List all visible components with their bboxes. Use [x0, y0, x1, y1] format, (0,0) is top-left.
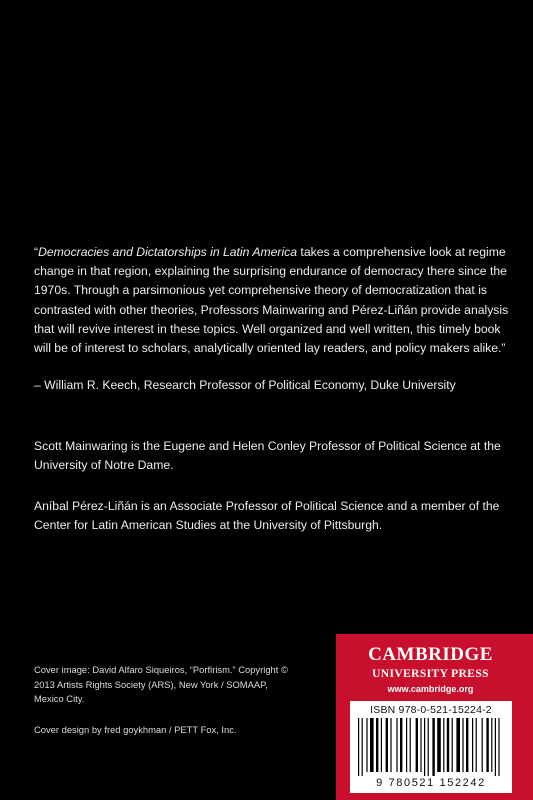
isbn-barcode — [350, 701, 512, 793]
publisher-subname: UNIVERSITY PRESS — [372, 668, 489, 680]
publisher-block — [336, 634, 533, 800]
quote-open-mark: “ — [34, 245, 39, 259]
author-bio-perez-linan: Aníbal Pérez-Liñán is an Associate Professor of Political Science and a member of the Center for Latin American Studies at the University of Pittsburgh. — [34, 499, 500, 533]
cover-image-credit: Cover image: David Alfaro Siqueiros, “Porfirism.” Copyright © 2013 Artists Rights Society (ARS), New York / SOMAAP, Mexico City. — [34, 664, 288, 705]
publisher-name: CAMBRIDGE — [368, 644, 493, 665]
isbn-label: ISBN 978-0-521-15224-2 — [370, 704, 492, 716]
author-bio-mainwaring: Scott Mainwaring is the Eugene and Helen Conley Professor of Political Science at the University of Notre Dame. — [34, 439, 501, 473]
quote-body: takes a comprehensive look at regime change in that region, explaining the surprising endurance of democracy there since the 1970s. Through a parsimonious yet comprehensive theory of democratization that is contrasted with other theories, Professors Mainwaring and Pérez-Liñán provide analysis that will revive interest in these topics. Well organized and well written, this timely book will be of interest to scholars, analytically oriented lay readers, and policy makers alike.” — [34, 245, 509, 356]
barcode-digits: 9 780521 152242 — [376, 777, 486, 789]
quote-book-title: Democracies and Dictatorships in Latin America — [38, 245, 298, 259]
publisher-url: www.cambridge.org — [387, 684, 474, 694]
barcode-icon — [356, 718, 506, 776]
cover-design-credit: Cover design by fred goykhman / PETT Fox, Inc. — [34, 724, 237, 735]
review-quote — [34, 243, 514, 358]
quote-attribution: – William R. Keech, Research Professor of Political Economy, Duke University — [34, 378, 456, 392]
